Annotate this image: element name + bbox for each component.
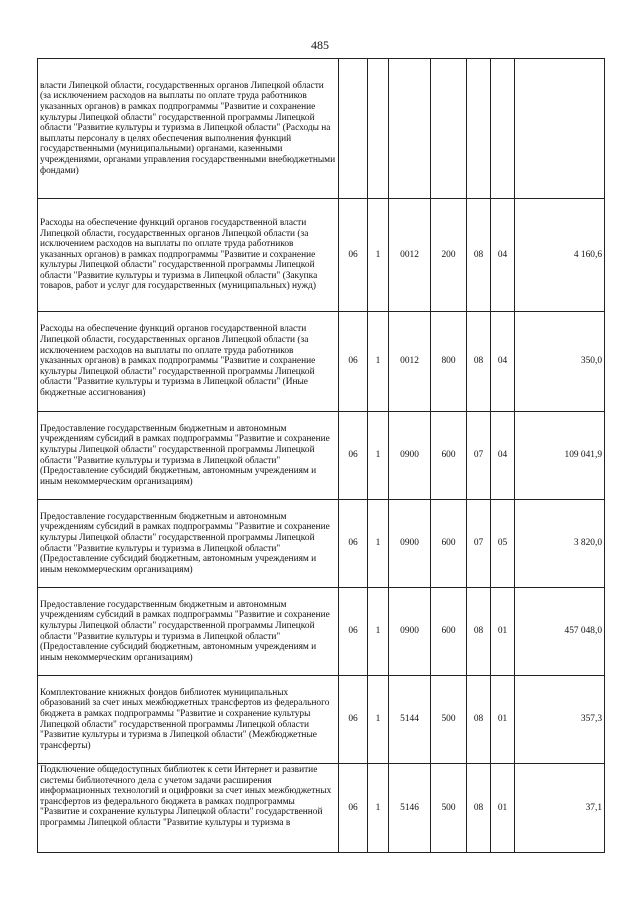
code-ministry <box>339 59 368 199</box>
code-section: 07 <box>467 500 491 588</box>
row-amount: 350,0 <box>515 312 605 412</box>
code-section: 08 <box>467 764 491 853</box>
code-ministry: 06 <box>339 588 368 676</box>
code-subsection: 04 <box>491 199 515 312</box>
row-amount: 37,1 <box>515 764 605 853</box>
code-subprogram: 1 <box>368 312 389 412</box>
code-subprogram: 1 <box>368 199 389 312</box>
code-target: 0012 <box>389 199 431 312</box>
code-section: 07 <box>467 412 491 500</box>
code-expense-type: 200 <box>431 199 467 312</box>
code-expense-type: 600 <box>431 588 467 676</box>
row-amount: 3 820,0 <box>515 500 605 588</box>
row-amount <box>515 59 605 199</box>
row-description-cell <box>38 764 339 853</box>
row-description: Комплектование книжных фондов библиотек муниципальных образований за счет иных межбюджетных трансфертов из федерального бюджета в рамках подпрограммы "Развитие и сохранение культуры Липецкой области" государственной программы Липецкой области "Развитие культуры и туризма в Липецкой области" (Межбюджетные трансферты) <box>38 676 339 764</box>
code-target: 0012 <box>389 312 431 412</box>
code-target: 0900 <box>389 588 431 676</box>
table-row <box>38 412 605 500</box>
code-subsection: 04 <box>491 312 515 412</box>
code-subprogram: 1 <box>368 676 389 764</box>
code-expense-type: 500 <box>431 764 467 853</box>
row-amount: 4 160,6 <box>515 199 605 312</box>
table-row <box>38 312 605 412</box>
code-target: 0900 <box>389 500 431 588</box>
row-description: Предоставление государственным бюджетным и автономным учреждениям субсидий в рамках подпрограммы "Развитие и сохранение культуры Липецкой области" государственной программы Липецкой области "Развитие культуры и туризма в Липецкой области" (Предоставление субсидий бюджетным, автономным учреждениям и иным некоммерческим организациям) <box>38 412 339 500</box>
table-row <box>38 199 605 312</box>
row-description: Предоставление государственным бюджетным и автономным учреждениям субсидий в рамках подпрограммы "Развитие и сохранение культуры Липецкой области" государственной программы Липецкой области "Развитие культуры и туризма в Липецкой области" (Предоставление субсидий бюджетным, автономным учреждениям и иным некоммерческим организациям) <box>38 588 339 676</box>
table-row <box>38 764 605 853</box>
table-row <box>38 500 605 588</box>
table-row <box>38 676 605 764</box>
row-description: Подключение общедоступных библиотек к сети Интернет и развитие системы библиотечного дела с учетом задачи расширения информационных технологий и оцифровки за счет иных межбюджетных трансфертов из федерального бюджета в рамках подпрограммы "Развитие и сохранение культуры Липецкой области" государственной программы Липецкой области "Развитие культуры и туризма в <box>40 765 332 828</box>
code-subsection <box>491 59 515 199</box>
code-target <box>389 59 431 199</box>
code-subsection: 05 <box>491 500 515 588</box>
code-target: 5146 <box>389 764 431 853</box>
code-section: 08 <box>467 199 491 312</box>
code-expense-type: 800 <box>431 312 467 412</box>
table-row <box>38 59 605 199</box>
code-subsection: 01 <box>491 676 515 764</box>
code-target: 5144 <box>389 676 431 764</box>
code-section <box>467 59 491 199</box>
code-subprogram: 1 <box>368 412 389 500</box>
code-subprogram <box>368 59 389 199</box>
code-ministry: 06 <box>339 676 368 764</box>
code-expense-type: 500 <box>431 676 467 764</box>
page-number: 485 <box>311 38 329 52</box>
row-amount: 357,3 <box>515 676 605 764</box>
code-section: 08 <box>467 676 491 764</box>
code-expense-type: 600 <box>431 412 467 500</box>
code-subprogram: 1 <box>368 588 389 676</box>
code-section: 08 <box>467 588 491 676</box>
code-subprogram: 1 <box>368 500 389 588</box>
code-target: 0900 <box>389 412 431 500</box>
row-description: Расходы на обеспечение функций органов государственной власти Липецкой области, государственных органов Липецкой области (за исключением расходов на выплаты по оплате труда работников указанных органов) в рамках подпрограммы "Развитие и сохранение культуры Липецкой области" государственной программы Липецкой области "Развитие культуры и туризма в Липецкой области" (Иные бюджетные ассигнования) <box>38 312 339 412</box>
budget-table <box>37 58 605 853</box>
code-ministry: 06 <box>339 764 368 853</box>
code-subsection: 01 <box>491 588 515 676</box>
row-description: власти Липецкой области, государственных органов Липецкой области (за исключением расходов на выплаты по оплате труда работников указанных органов) в рамках подпрограммы "Развитие и сохранение культуры Липецкой области" государственной программы Липецкой области "Развитие культуры и туризма в Липецкой области" (Расходы на выплаты персоналу в целях обеспечения выполнения функций государственными (муниципальными) органами, казенными учреждениями, органами управления государственными внебюджетными фондами) <box>38 59 339 199</box>
row-description: Расходы на обеспечение функций органов государственной власти Липецкой области, государственных органов Липецкой области (за исключением расходов на выплаты по оплате труда работников указанных органов) в рамках подпрограммы "Развитие и сохранение культуры Липецкой области" государственной программы Липецкой области "Развитие культуры и туризма в Липецкой области" (Закупка товаров, работ и услуг для государственных (муниципальных) нужд) <box>38 199 339 312</box>
code-subsection: 04 <box>491 412 515 500</box>
row-description: Предоставление государственным бюджетным и автономным учреждениям субсидий в рамках подпрограммы "Развитие и сохранение культуры Липецкой области" государственной программы Липецкой области "Развитие культуры и туризма в Липецкой области" (Предоставление субсидий бюджетным, автономным учреждениям и иным некоммерческим организациям) <box>38 500 339 588</box>
row-amount: 109 041,9 <box>515 412 605 500</box>
row-amount: 457 048,0 <box>515 588 605 676</box>
code-section: 08 <box>467 312 491 412</box>
code-ministry: 06 <box>339 199 368 312</box>
code-ministry: 06 <box>339 312 368 412</box>
code-subsection: 01 <box>491 764 515 853</box>
code-expense-type <box>431 59 467 199</box>
code-expense-type: 600 <box>431 500 467 588</box>
code-ministry: 06 <box>339 500 368 588</box>
code-ministry: 06 <box>339 412 368 500</box>
table-row <box>38 588 605 676</box>
code-subprogram: 1 <box>368 764 389 853</box>
